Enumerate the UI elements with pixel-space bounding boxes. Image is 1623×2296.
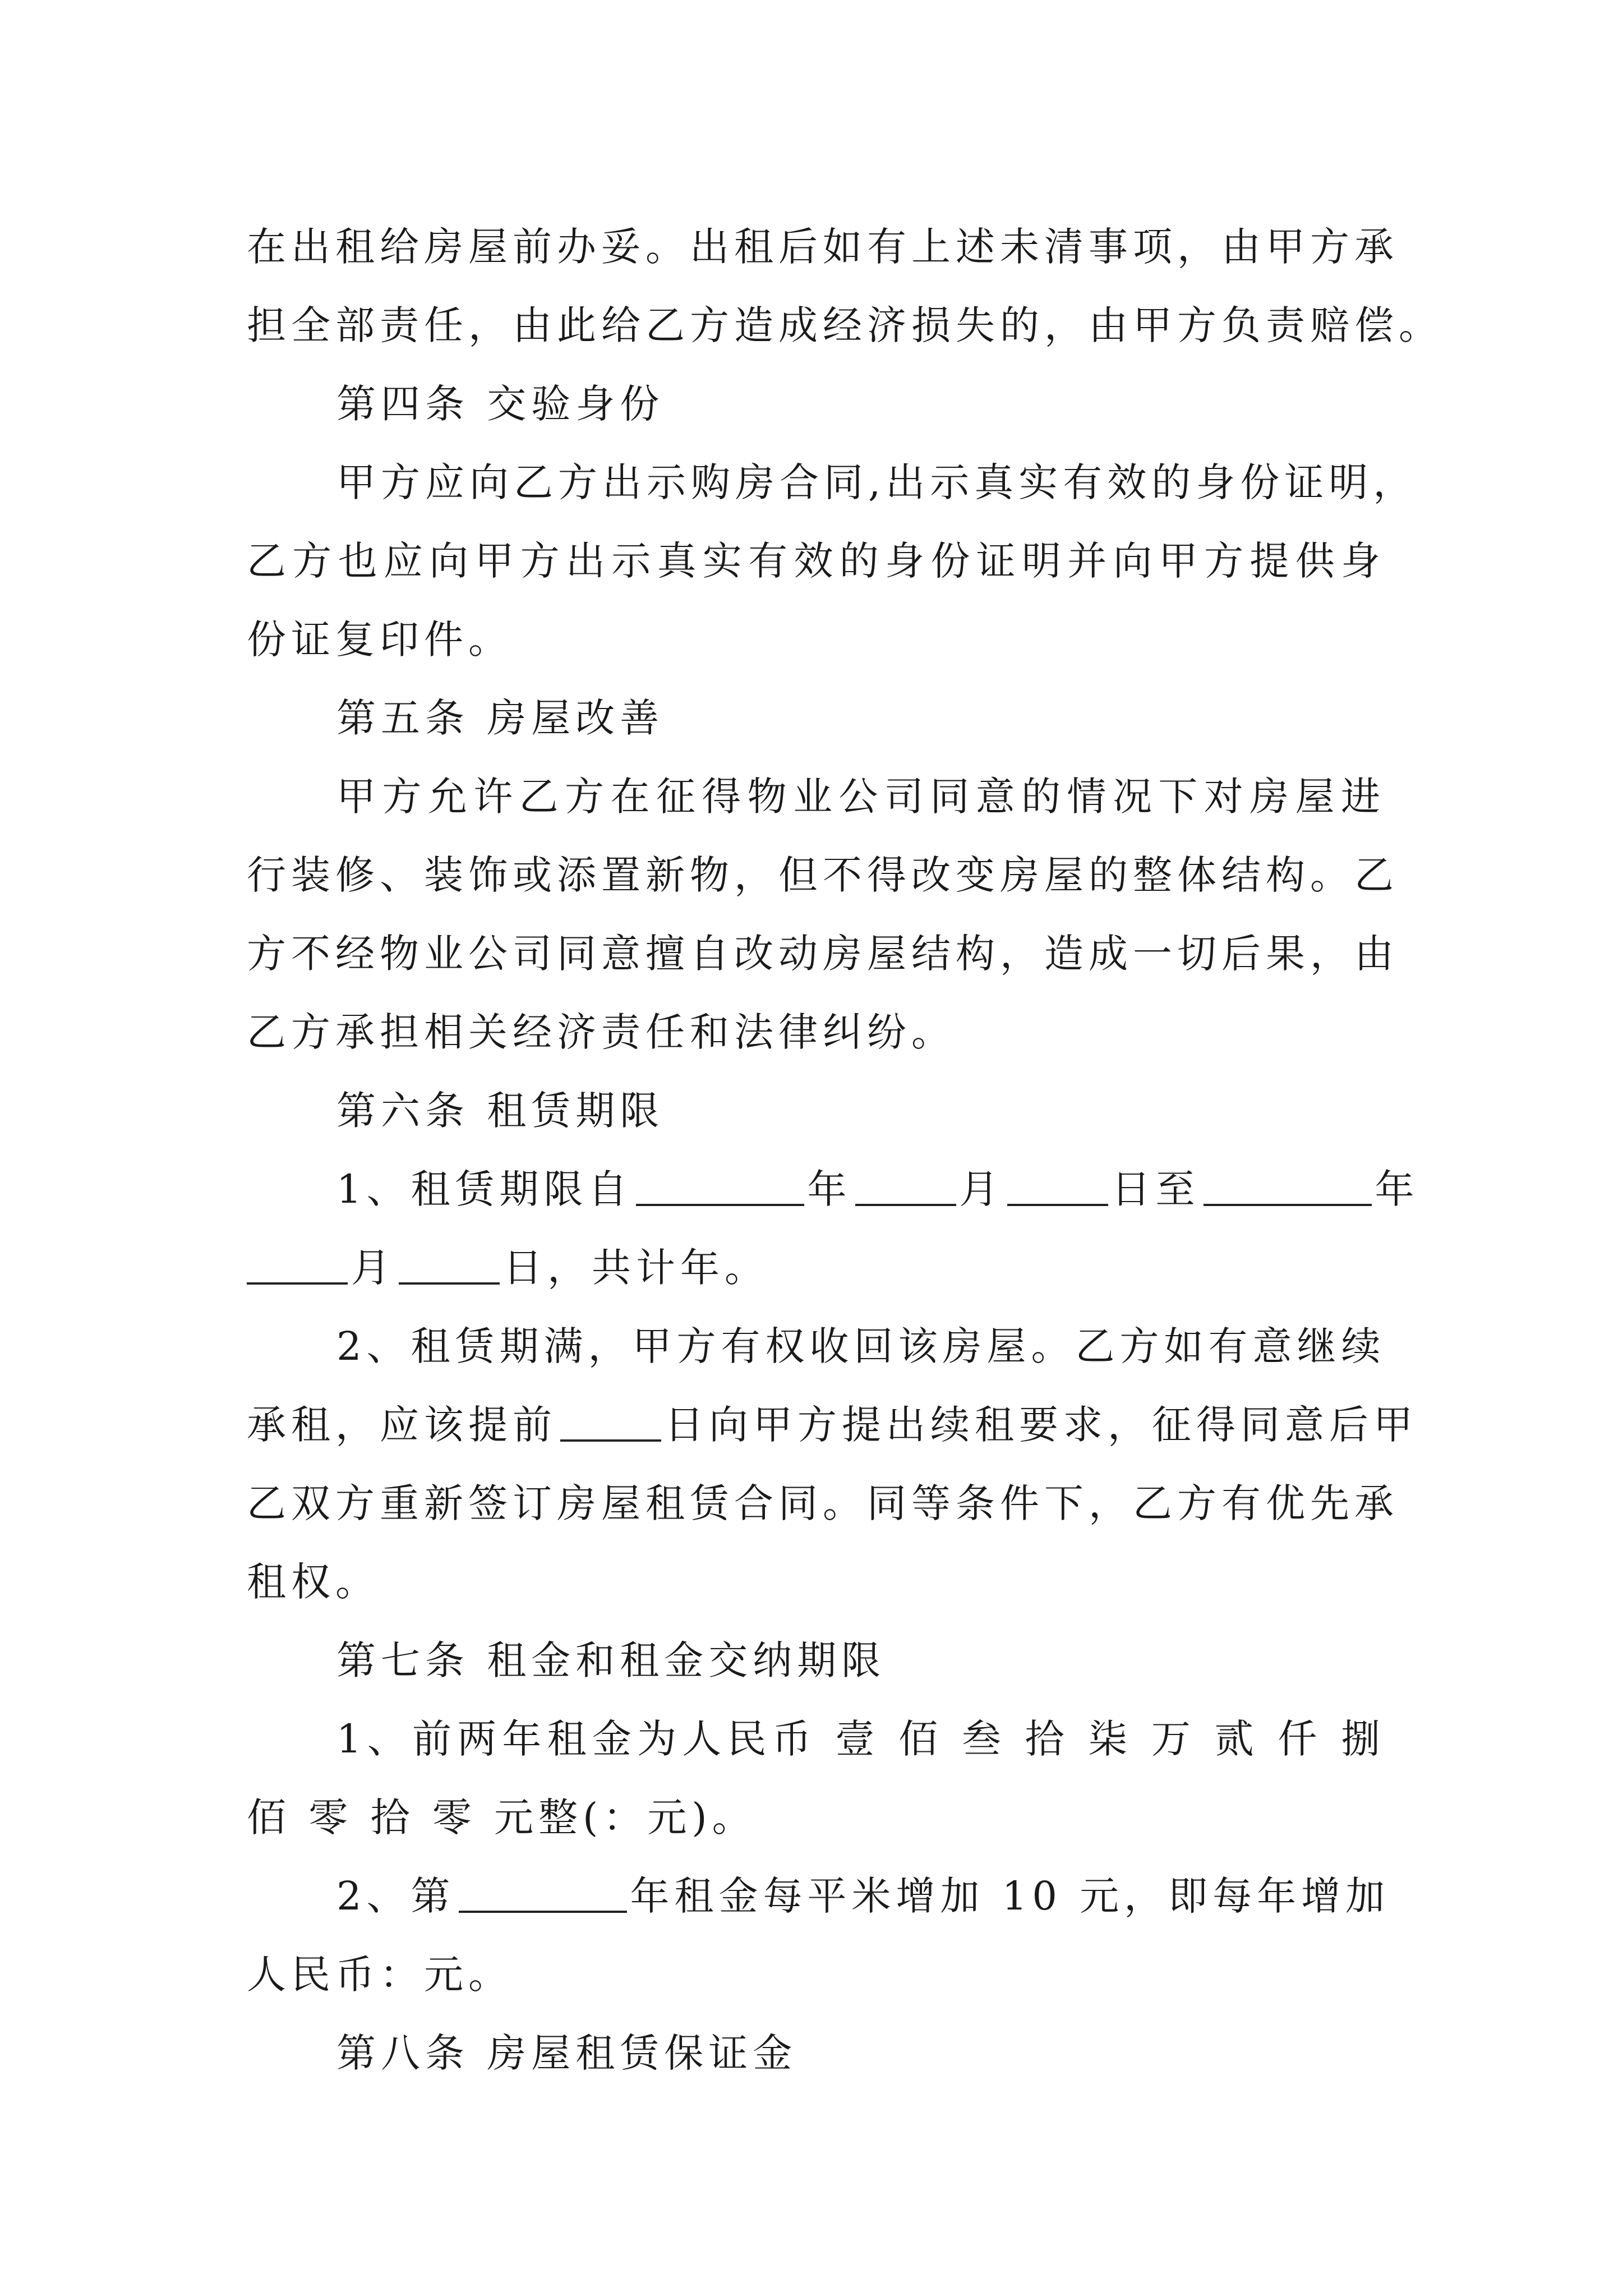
paragraph-line: 在出租给房屋前办妥。出租后如有上述未清事项，由甲方承 [247, 224, 1399, 270]
article-5-heading: 第五条 房屋改善 [336, 695, 665, 741]
paragraph-line: 担全部责任，由此给乙方造成经济损失的，由甲方负责赔偿。 [247, 302, 1443, 348]
paragraph-line: 行装修、装饰或添置新物，但不得改变房屋的整体结构。乙 [247, 852, 1399, 898]
notice-days-blank[interactable] [560, 1406, 661, 1442]
increase-year-blank[interactable] [459, 1877, 627, 1913]
paragraph-line: 佰 零 拾 零 元整(：元)。 [247, 1795, 757, 1841]
article-8-heading: 第八条 房屋租赁保证金 [336, 2030, 797, 2076]
day-to-label: 日至 [1111, 1166, 1200, 1212]
rent-increase-text: 年租金每平米增加 10 元，即每年增加 [630, 1873, 1390, 1919]
rent-increase-prefix: 2、第 [336, 1873, 455, 1919]
renewal-notice-line [247, 1386, 1418, 1464]
month-label: 月 [959, 1166, 1004, 1212]
start-day-blank[interactable] [1007, 1170, 1108, 1206]
start-month-blank[interactable] [855, 1170, 956, 1206]
end-year-blank[interactable] [1204, 1170, 1372, 1206]
end-month-blank[interactable] [247, 1249, 348, 1285]
renewal-text: 日向甲方提出续租要求，征得同意后甲 [665, 1402, 1418, 1448]
paragraph-line: 租权。 [247, 1559, 380, 1605]
end-day-blank[interactable] [399, 1249, 500, 1285]
start-year-blank[interactable] [636, 1170, 804, 1206]
contract-page [247, 208, 1443, 2092]
paragraph-line: 乙方也应向甲方出示真实有效的身份证明并向甲方提供身 [247, 538, 1385, 584]
year-label: 年 [1375, 1166, 1419, 1212]
paragraph-line: 2、租赁期满，甲方有权收回该房屋。乙方如有意继续 [336, 1323, 1386, 1369]
paragraph-line: 人民币：元。 [247, 1952, 513, 1998]
article-4-heading: 第四条 交验身份 [336, 381, 665, 427]
paragraph-line: 1、前两年租金为人民币 壹 佰 叁 拾 柒 万 贰 仟 捌 [336, 1716, 1385, 1762]
paragraph-line: 甲方应向乙方出示购房合同,出示真实有效的身份证明， [336, 459, 1418, 505]
paragraph-line: 甲方允许乙方在征得物业公司同意的情况下对房屋进 [336, 774, 1385, 820]
lease-term-line-2 [247, 1228, 1385, 1307]
paragraph-line: 方不经物业公司同意擅自改动房屋结构，造成一切后果，由 [247, 931, 1399, 977]
rent-increase-line [247, 1857, 1390, 1935]
article-7-heading: 第七条 租金和租金交纳期限 [336, 1637, 886, 1683]
article-6-heading: 第六条 租赁期限 [336, 1088, 665, 1134]
year-label: 年 [807, 1166, 852, 1212]
lease-term-line [247, 1150, 1419, 1228]
paragraph-line: 乙双方重新签订房屋租赁合同。同等条件下，乙方有优先承 [247, 1480, 1399, 1526]
paragraph-line: 份证复印件。 [247, 616, 513, 662]
renewal-text: 承租，应该提前 [247, 1402, 557, 1448]
month-label: 月 [351, 1245, 395, 1291]
day-total-label: 日，共计年。 [503, 1245, 769, 1291]
paragraph-line: 乙方承担相关经济责任和法律纠纷。 [247, 1009, 956, 1055]
lease-term-prefix: 1、租赁期限自 [336, 1166, 633, 1212]
